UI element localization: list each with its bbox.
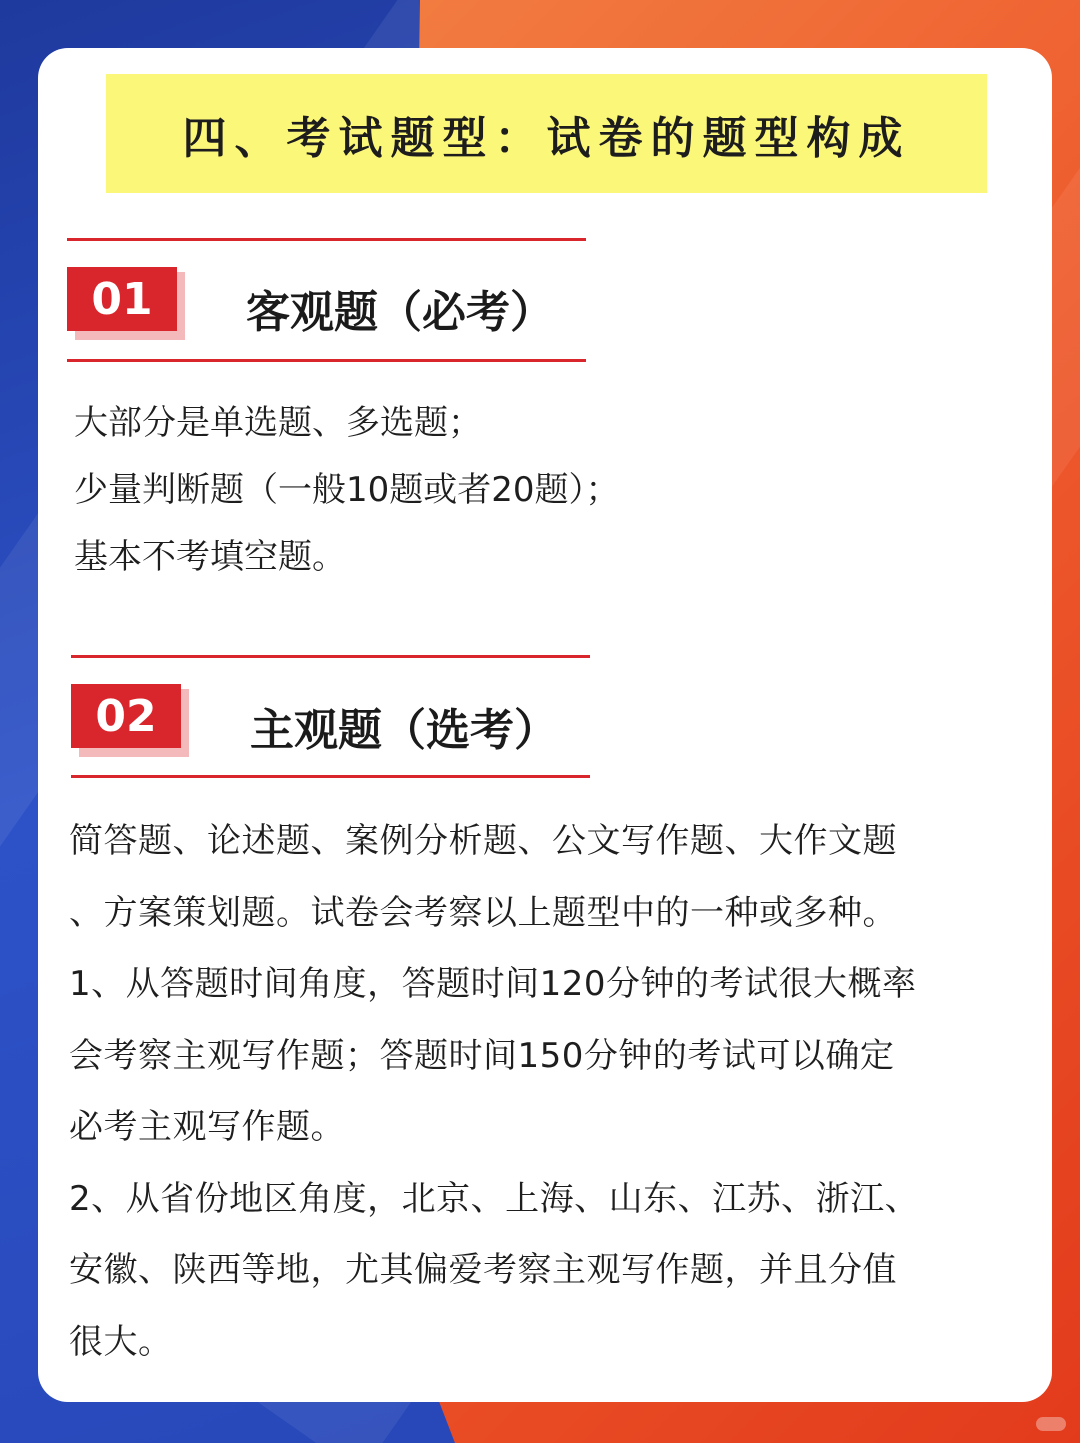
text-line: 少量判断题（一般10题或者20题）； (74, 470, 620, 510)
text-line: 会考察主观写作题；答题时间150分钟的考试可以确定 (69, 1035, 895, 1076)
text-line: 很大。 (69, 1321, 173, 1362)
section-number-badge: 01 (67, 267, 177, 331)
text-line: 大部分是单选题、多选题； (74, 403, 482, 443)
section-divider-top (67, 238, 586, 241)
content-card (38, 48, 1052, 1402)
text-line: 、方案策划题。试卷会考察以上题型中的一种或多种。 (69, 892, 897, 933)
section-divider-bottom (71, 775, 590, 778)
text-line: 基本不考填空题。 (74, 537, 346, 577)
section-body (74, 390, 620, 591)
section-heading: 主观题（选考） (250, 705, 558, 756)
watermark-logo (1036, 1417, 1066, 1431)
text-line: 1、从答题时间角度，答题时间120分钟的考试很大概率 (69, 964, 917, 1004)
section-body (69, 806, 919, 1378)
text-line: 安徽、陕西等地，尤其偏爱考察主观写作题，并且分值 (69, 1250, 897, 1290)
page-title: 四、考试题型：试卷的题型构成 (182, 112, 911, 164)
section-heading: 客观题（必考） (246, 287, 554, 338)
text-line: 必考主观写作题。 (69, 1107, 345, 1147)
text-line: 2、从省份地区角度，北京、上海、山东、江苏、浙江、 (69, 1178, 920, 1219)
section-divider-bottom (67, 359, 586, 362)
section-number-badge: 02 (71, 684, 181, 748)
section-divider-top (71, 655, 590, 658)
title-banner (106, 74, 987, 193)
text-line: 简答题、论述题、案例分析题、公文写作题、大作文题 (69, 821, 897, 861)
